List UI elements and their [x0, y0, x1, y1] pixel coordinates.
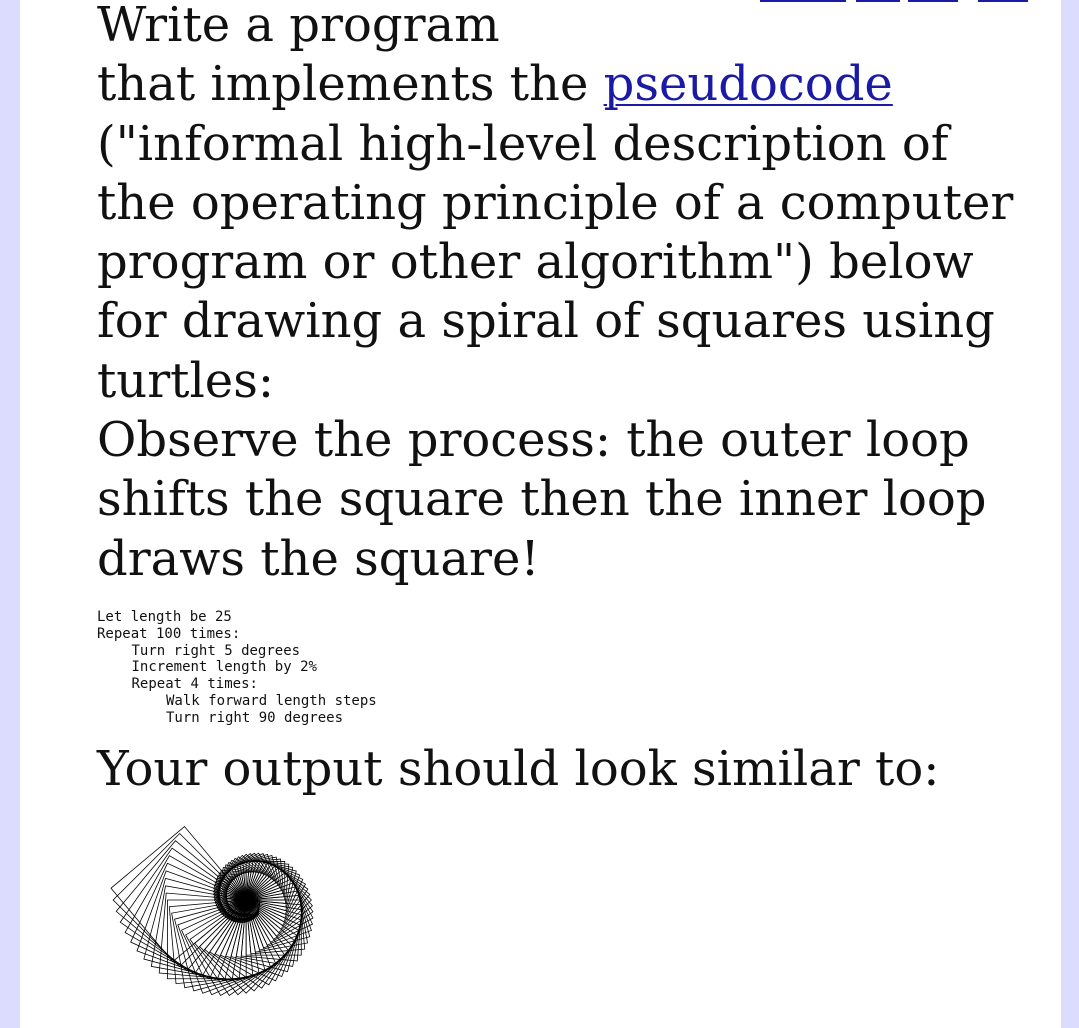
- output-heading: Your output should look similar to:: [97, 741, 940, 797]
- code-line: Walk forward length steps: [166, 692, 377, 709]
- pseudocode-block: [97, 609, 377, 727]
- instructions-paragraph: [97, 0, 1037, 589]
- code-line: Turn right 90 degrees: [166, 709, 344, 726]
- pseudocode-link[interactable]: pseudocode: [603, 56, 893, 113]
- code-line: Repeat 4 times:: [131, 676, 258, 693]
- intro-line-1: Write a program: [97, 0, 500, 53]
- spiral-squares: [111, 827, 313, 996]
- code-line: Let length be 25: [97, 609, 232, 625]
- page: [20, 0, 1061, 1028]
- code-line: Increment length by 2%: [131, 659, 317, 676]
- intro-line-2-prefix: that implements the: [97, 56, 604, 113]
- observe-note: Observe the process: the outer loop shifts the square then the inner loop draws the square!: [97, 412, 987, 587]
- code-line: Turn right 5 degrees: [131, 642, 301, 659]
- spiral-output-image: [107, 806, 317, 1016]
- code-line: Repeat 100 times:: [97, 625, 241, 642]
- intro-description: ("informal high-level description of the operating principle of a computer program or other algorithm") below for drawing a spiral of squares using turtles:: [97, 115, 1014, 409]
